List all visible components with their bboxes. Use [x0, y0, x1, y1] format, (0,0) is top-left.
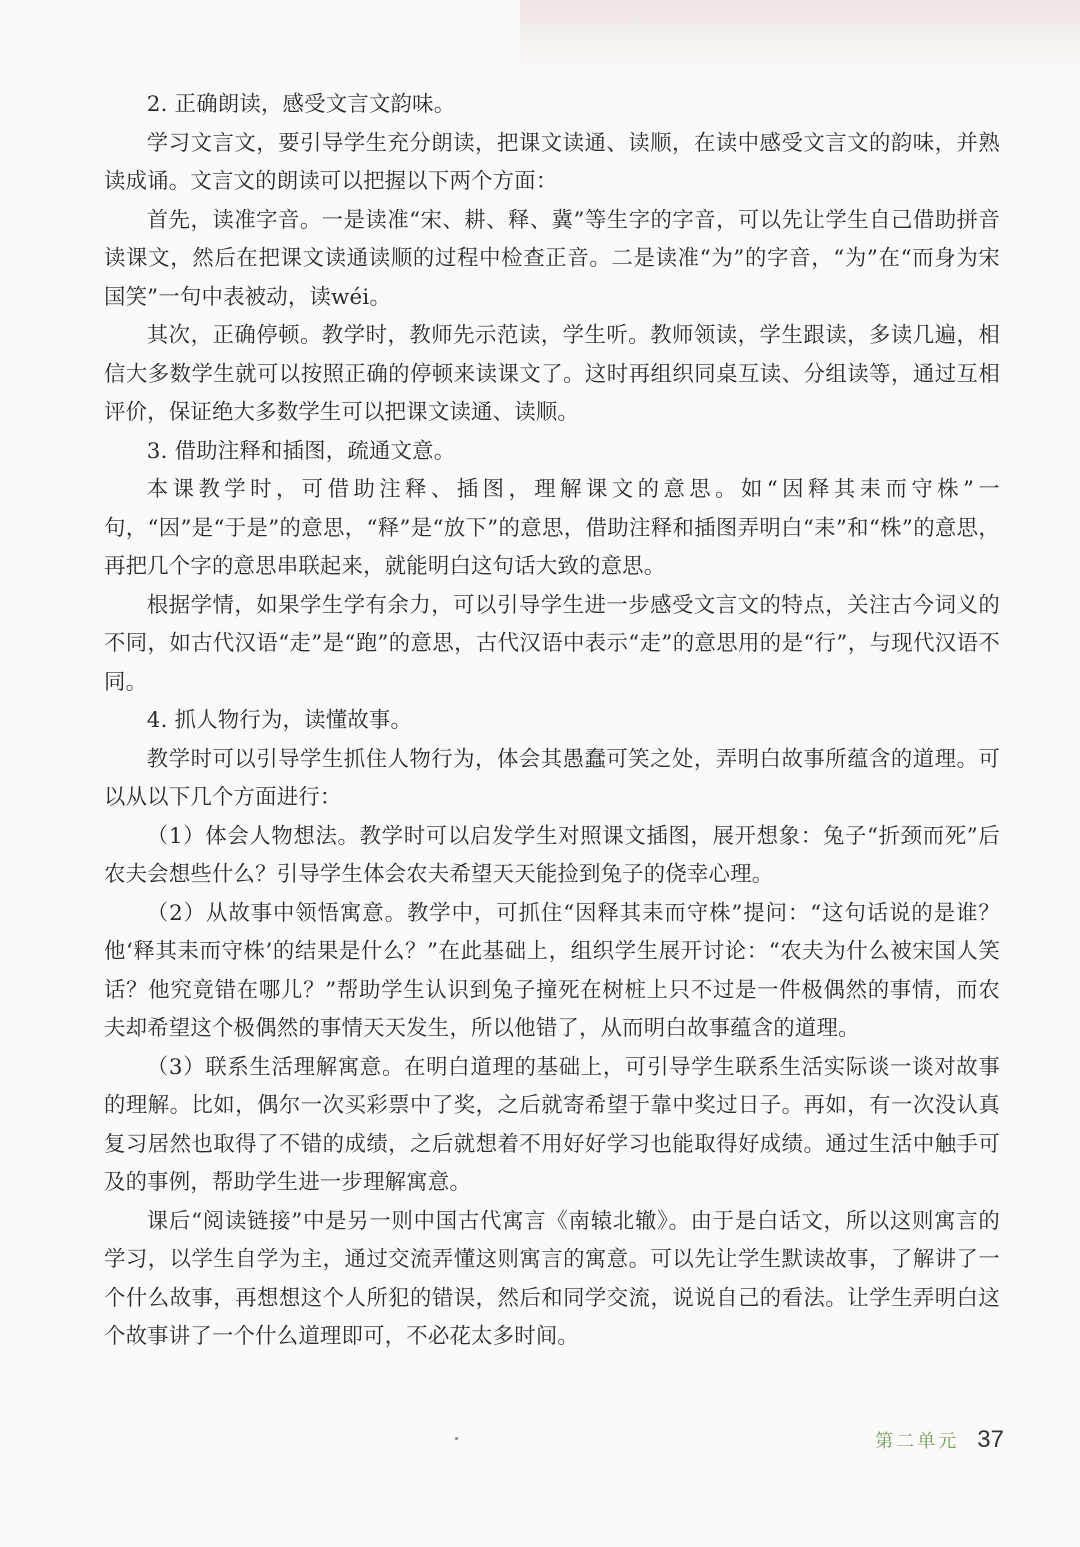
list-item-2: （2）从故事中领悟寓意。教学中，可抓住“因释其耒而守株”提问：“这句话说的是谁？他‘释其耒而守株’的结果是什么？”在此基础上，组织学生展开讨论：“农夫为什么被宋国人笑话？他究竟错在哪儿？”帮助学生认识到兔子撞死在树桩上只不过是一件极偶然的事情，而农夫却希望这个极偶然的事情天天发生，所以他错了，从而明白故事蕴含的道理。 [104, 900, 1000, 1041]
section-heading-3: 3. 借助注释和插图，疏通文意。 [146, 438, 456, 464]
paragraph: 其次，正确停顿。教学时，教师先示范读，学生听。教师领读，学生跟读，多读几遍，相信大多数学生就可以按照正确的停顿来读课文了。这时再组织同桌互读、分组读等，通过互相评价，保证绝大多数学生可以把课文读通、读顺。 [104, 323, 1000, 425]
scan-speck [455, 1437, 458, 1440]
unit-name: 第二单元 [875, 1431, 960, 1452]
paragraph: 学习文言文，要引导学生充分朗读，把课文读通、读顺，在读中感受文言文的韵味，并熟读成诵。文言文的朗读可以把握以下两个方面： [104, 130, 1000, 194]
section-heading-2: 2. 正确朗读，感受文言文韵味。 [146, 92, 456, 117]
section-heading-4: 4. 抓人物行为，读懂故事。 [146, 708, 413, 733]
page-body [104, 86, 1000, 1357]
list-item-1: （1）体会人物想法。教学时可以启发学生对照课文插图，展开想象：兔子“折颈而死”后农夫会想些什么？引导学生体会农夫希望天天能捡到兔子的侥幸心理。 [104, 823, 1000, 887]
paragraph: 本课教学时，可借助注释、插图，理解课文的意思。如“因释其耒而守株”一句，“因”是“于是”的意思，“释”是“放下”的意思，借助注释和插图弄明白“耒”和“株”的意思，再把几个字的意思串联起来，就能明白这句话大致的意思。 [104, 477, 1000, 579]
page-corner-shadow [520, 0, 1080, 70]
list-item-3: （3）联系生活理解寓意。在明白道理的基础上，可引导学生联系生活实际谈一谈对故事的理解。比如，偶尔一次买彩票中了奖，之后就寄希望于靠中奖过日子。再如，有一次没认真复习居然也取得了不错的成绩，之后就想着不用好好学习也能取得好成绩。通过生活中触手可及的事例，帮助学生进一步理解寓意。 [104, 1054, 1000, 1195]
paragraph: 教学时可以引导学生抓住人物行为，体会其愚蠢可笑之处，弄明白故事所蕴含的道理。可以从以下几个方面进行： [104, 746, 1000, 810]
page-footer [875, 1426, 1004, 1466]
paragraph: 课后“阅读链接”中是另一则中国古代寓言《南辕北辙》。由于是白话文，所以这则寓言的学习，以学生自学为主，通过交流弄懂这则寓言的寓意。可以先让学生默读故事，了解讲了一个什么故事，再想想这个人所犯的错误，然后和同学交流，说说自己的看法。让学生弄明白这个故事讲了一个什么道理即可，不必花太多时间。 [104, 1208, 1000, 1349]
paragraph: 根据学情，如果学生学有余力，可以引导学生进一步感受文言文的特点，关注古今词义的不同，如古代汉语“走”是“跑”的意思，古代汉语中表示“走”的意思用的是“行”，与现代汉语不同。 [104, 592, 1000, 695]
page-number: 37 [977, 1426, 1004, 1453]
paragraph: 首先，读准字音。一是读准“宋、耕、释、冀”等生字的字音，可以先让学生自己借助拼音读课文，然后在把课文读通读顺的过程中检查正音。二是读准“为”的字音，“为”在“而身为宋国笑”一句中表被动，读wéi。 [104, 207, 1000, 310]
